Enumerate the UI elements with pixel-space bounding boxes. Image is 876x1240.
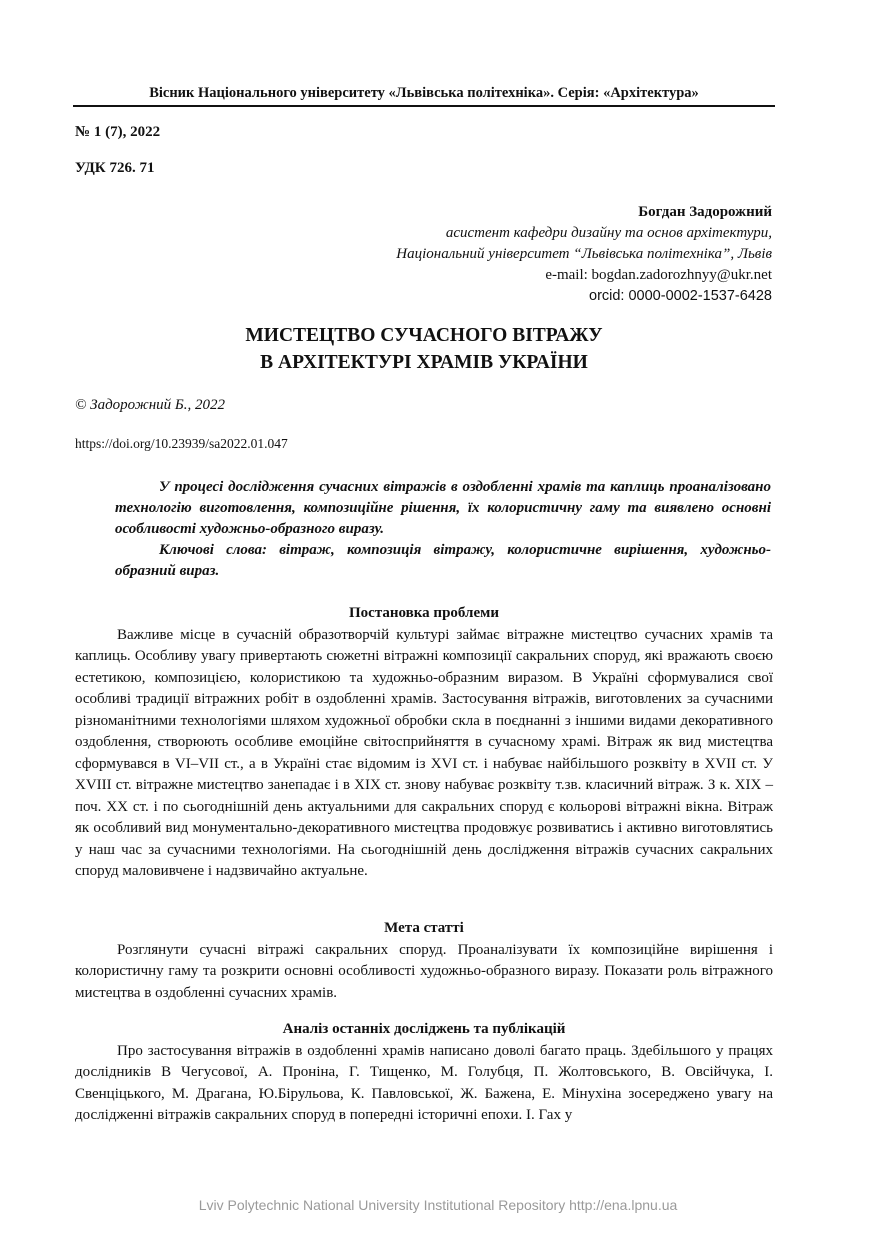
abstract-text: У процесі дослідження сучасних вітражів в оздобленні храмів та каплиць проаналізовано технологію виготовлення, композиційне рішення, їх колористичну гаму та виявлено основні особливості художньо-образного виразу.: [115, 479, 771, 537]
abstract: [115, 477, 771, 582]
author-position: асистент кафедри дизайну та основ архітектури,: [445, 225, 772, 241]
section-paragraph: Про застосування вітражів в оздобленні храмів написано доволі багато праць. Здебільшого у працях дослідників В Чегусової, А. Проніна, Г. Тищенко, М. Голубця, П. Жолтовського, В. Овсійчука, І. Свенціцького, М. Драгана, Ю.Бірульова, К. Павловської, Ж. Бажена, Е. Мінухіна зосереджено увагу на дослідженні вітражів сакральних споруд в попередні історичні епохи. І. Гах у: [75, 1042, 773, 1123]
doi-link[interactable]: https://doi.org/10.23939/sa2022.01.047: [75, 436, 288, 451]
keywords: Ключові слова: вітраж, композиція вітражу, колористичне вирішення, художньо-образний вираз.: [115, 542, 771, 579]
header-rule: [73, 105, 775, 107]
section-literature-review: [75, 1019, 773, 1127]
section-purpose: [75, 918, 773, 1004]
author-name: Богдан Задорожний: [638, 204, 772, 220]
article-title: [75, 322, 773, 376]
title-line-2: В АРХІТЕКТУРІ ХРАМІВ УКРАЇНИ: [260, 352, 588, 373]
author-university: Національний університет “Львівська політехніка”, Львів: [396, 246, 772, 262]
section-heading: Аналіз останніх досліджень та публікацій: [282, 1021, 566, 1037]
section-heading: Мета статті: [384, 920, 464, 936]
journal-header: Вісник Національного університету «Львівська політехніка». Серія: «Архітектура»: [149, 85, 699, 101]
copyright: © Задорожний Б., 2022: [75, 397, 226, 413]
section-heading: Постановка проблеми: [349, 605, 499, 621]
author-email: e-mail: bogdan.zadorozhnyy@ukr.net: [545, 267, 772, 283]
section-paragraph: Важливе місце в сучасній образотворчій культурі займає вітражне мистецтво сучасних храмів та каплиць. Особливу увагу привертають сюжетні вітражні композиції сакральних споруд, які вражають своєю естетикою, композицією, колористикою та художньо-образним виразом. В Україні сформувалися свої особливі традиції вітражних робіт в оздобленні храмів. Застосування вітражів, виготовлених за сучасними різноманітними технологіями шляхом художньої обробки скла в поєднанні з іншими видами декоративного оздоблення, створюють особливе емоційне світосприйняття в сучасному храмі. Вітраж як вид мистецтва сформувався в VI–VII ст., а в Україні стає відомим із XVI ст. і набуває найбільшого розквіту в XVII ст. У XVIII ст. вітражне мистецтво занепадає і в XIX ст. знову набуває розквіту т.зв. класичний вітраж. З к. XIX – поч. XX ст. і по сьогоднішній день актуальними для сакральних споруд є кольорові вітражні вікна. Вітраж як особливий вид монументально-декоративного мистецтва продовжує розвиватись і активно виготовлятись у наш час за сучасними технологіями. На сьогоднішній день дослідження вітражів сучасних сакральних споруд маловивчене і надзвичайно актуальне.: [75, 626, 773, 879]
section-paragraph: Розглянути сучасні вітражі сакральних споруд. Проаналізувати їх композиційне вирішення і колористичну гаму та розкрити основні особливості художньо-образного виразу. Показати роль вітражного мистецтва в оздобленні сучасних храмів.: [75, 941, 773, 1001]
author-orcid: orcid: 0000-0002-1537-6428: [589, 288, 772, 304]
author-block: [252, 202, 772, 307]
title-line-1: МИСТЕЦТВО СУЧАСНОГО ВІТРАЖУ: [245, 325, 603, 346]
issue-number: № 1 (7), 2022: [75, 124, 161, 140]
repository-footer: Lviv Polytechnic National University Institutional Repository http://ena.lpnu.ua: [198, 1197, 678, 1213]
section-problem-statement: [75, 603, 773, 883]
udc-code: УДК 726. 71: [75, 160, 155, 176]
